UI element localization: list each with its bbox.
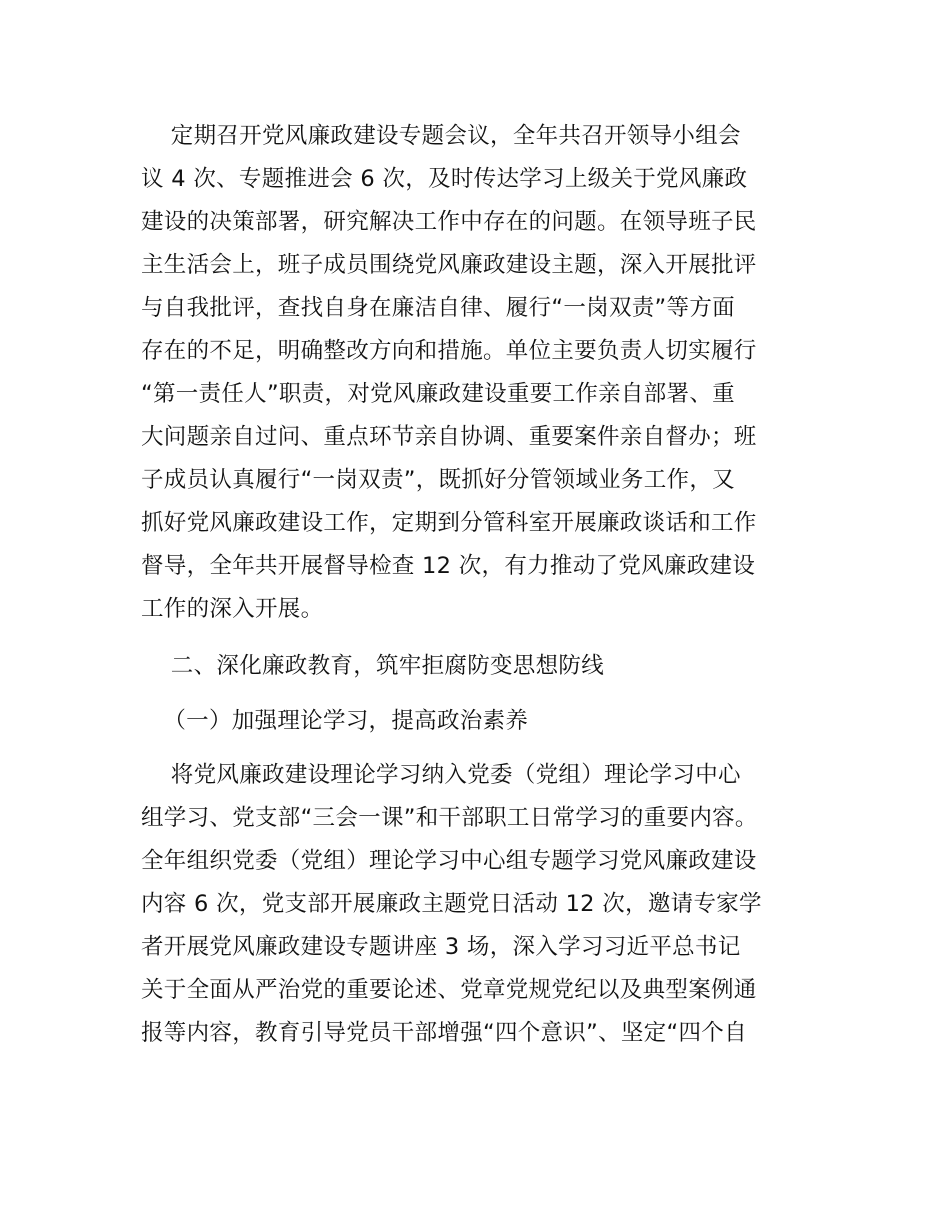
paragraph-2-line-7: 报等内容，教育引导党员干部增强“四个意识”、坚定“四个自	[141, 1020, 747, 1046]
paragraph-2-line-5: 者开展党风廉政建设专题讲座 3 场，深入学习习近平总书记	[141, 934, 741, 960]
paragraph-1-line-2: 议 4 次、专题推进会 6 次，及时传达学习上级关于党风廉政	[141, 166, 748, 192]
paragraph-1-line-3: 建设的决策部署，研究解决工作中存在的问题。在领导班子民	[141, 209, 757, 235]
paragraph-2-line-4: 内容 6 次，党支部开展廉政主题党日活动 12 次，邀请专家学	[141, 891, 762, 917]
paragraph-1-line-7: “第一责任人”职责，对党风廉政建设重要工作亲自部署、重	[141, 381, 735, 407]
paragraph-1-line-6: 存在的不足，明确整改方向和措施。单位主要负责人切实履行	[141, 338, 757, 364]
paragraph-1-line-10: 抓好党风廉政建设工作，定期到分管科室开展廉政谈话和工作	[141, 510, 757, 536]
subsection-heading-1: （一）加强理论学习，提高政治素养	[141, 708, 529, 734]
paragraph-1-line-4: 主生活会上，班子成员围绕党风廉政建设主题，深入开展批评	[141, 252, 757, 278]
paragraph-2-line-2: 组学习、党支部“三会一课”和干部职工日常学习的重要内容。	[141, 805, 758, 831]
paragraph-1-line-1: 定期召开党风廉政建设专题会议，全年共召开领导小组会	[141, 123, 741, 149]
paragraph-2-line-6: 关于全面从严治党的重要论述、党章党规党纪以及典型案例通	[141, 977, 757, 1003]
paragraph-1-line-9: 子成员认真履行“一岗双责”，既抓好分管领域业务工作，又	[141, 467, 735, 493]
paragraph-1-line-12: 工作的深入开展。	[141, 596, 324, 622]
paragraph-1-line-5: 与自我批评，查找自身在廉洁自律、履行“一岗双责”等方面	[141, 295, 735, 321]
paragraph-2-line-1: 将党风廉政建设理论学习纳入党委（党组）理论学习中心	[141, 762, 741, 788]
paragraph-1-line-8: 大问题亲自过问、重点环节亲自协调、重要案件亲自督办；班	[141, 424, 757, 450]
paragraph-2-line-3: 全年组织党委（党组）理论学习中心组专题学习党风廉政建设	[141, 848, 757, 874]
paragraph-1-line-11: 督导，全年共开展督导检查 12 次，有力推动了党风廉政建设	[141, 553, 756, 579]
section-heading-2: 二、深化廉政教育，筑牢拒腐防变思想防线	[141, 653, 605, 679]
